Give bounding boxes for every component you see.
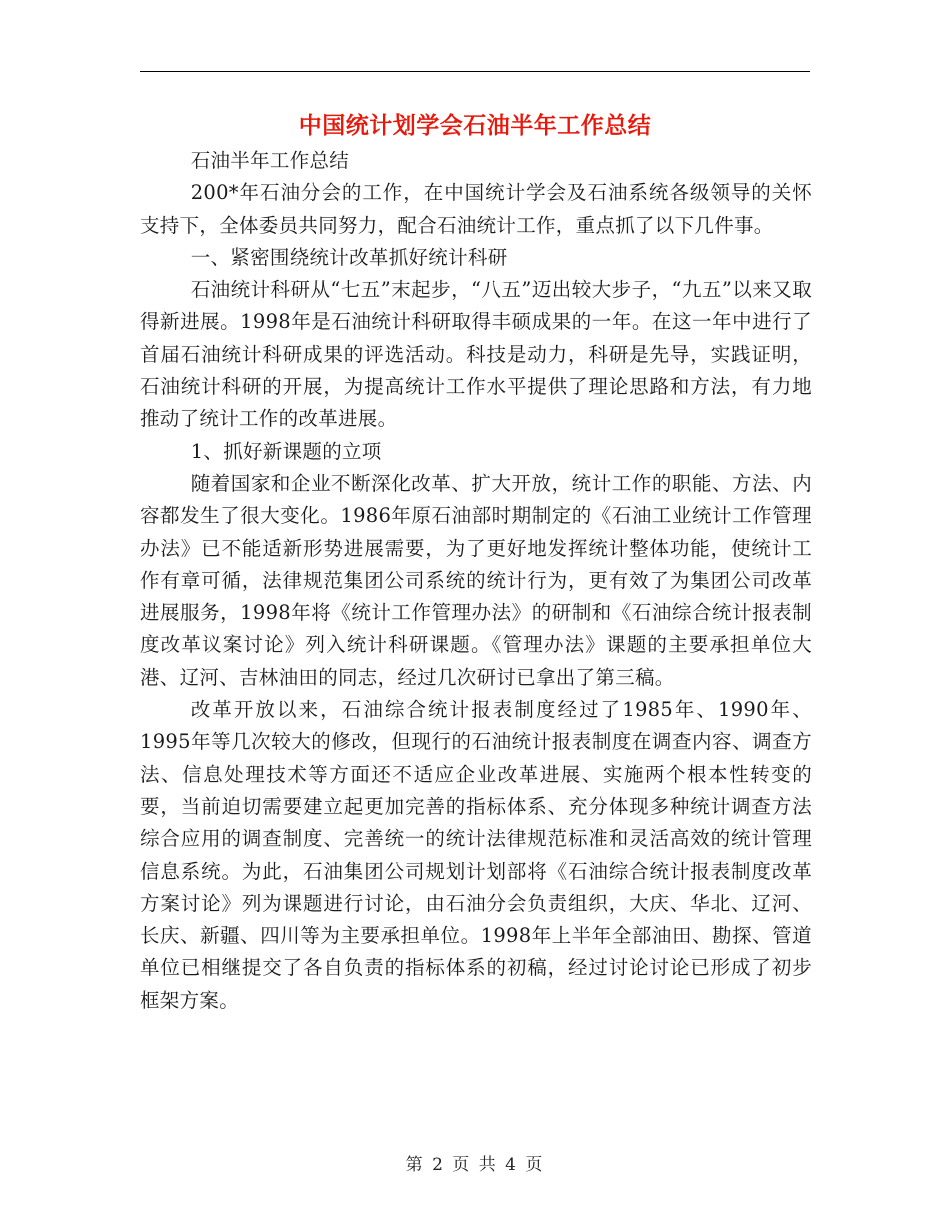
document-body — [140, 145, 812, 1017]
paragraph-reform: 改革开放以来，石油综合统计报表制度经过了1985年、1990年、1995年等几次较大的修改，但现行的石油统计报表制度在调查内容、调查方法、信息处理技术等方面还不适应企业改革进展、实施两个根本性转变的要，当前迫切需要建立起更加完善的指标体系、充分体现多种统计调查方法综合应用的调查制度、完善统一的统计法律规范标准和灵活高效的统计管理信息系统。为此，石油集团公司规划计划部将《石油综合统计报表制度改革方案讨论》列为课题进行讨论，由石油分会负责组织，大庆、华北、辽河、长庆、新疆、四川等为主要承担单位。1998年上半年全部油田、勘探、管道单位已相继提交了各自负责的指标体系的初稿，经过讨论讨论已形成了初步框架方案。 — [140, 698, 812, 1012]
paragraph-research: 石油统计科研从“七五”末起步，“八五”迈出较大步子，“九五”以来又取得新进展。1998年是石油统计科研取得丰硕成果的一年。在这一年中进行了首届石油统计科研成果的评选活动。科技是动力，科研是先导，实践证明，石油统计科研的开展，为提高统计工作水平提供了理论思路和方法，有力地推动了统计工作的改革进展。 — [140, 278, 812, 431]
subsection-heading-1: 1、抓好新课题的立项 — [190, 439, 382, 463]
paragraph-intro: 200*年石油分会的工作，在中国统计学会及石油系统各级领导的关怀支持下，全体委员共同努力，配合石油统计工作，重点抓了以下几件事。 — [140, 181, 812, 237]
section-heading-1: 一、紧密围绕统计改革抓好统计科研 — [190, 245, 508, 269]
page-number-footer: 第 2 页 共 4 页 — [405, 1155, 545, 1175]
paragraph-subtitle: 石油半年工作总结 — [190, 149, 350, 172]
header-rule — [140, 71, 810, 72]
document-title: 中国统计划学会石油半年工作总结 — [298, 112, 652, 139]
paragraph-new-topics: 随着国家和企业不断深化改革、扩大开放，统计工作的职能、方法、内容都发生了很大变化。1986年原石油部时期制定的《石油工业统计工作管理办法》已不能适新形势进展需要，为了更好地发挥统计整体功能，使统计工作有章可循，法律规范集团公司系统的统计行为，更有效了为集团公司改革进展服务，1998年将《统计工作管理办法》的研制和《石油综合统计报表制度改革议案讨论》列入统计科研课题。《管理办法》课题的主要承担单位大港、辽河、吉林油田的同志，经过几次研讨已拿出了第三稿。 — [140, 471, 812, 689]
